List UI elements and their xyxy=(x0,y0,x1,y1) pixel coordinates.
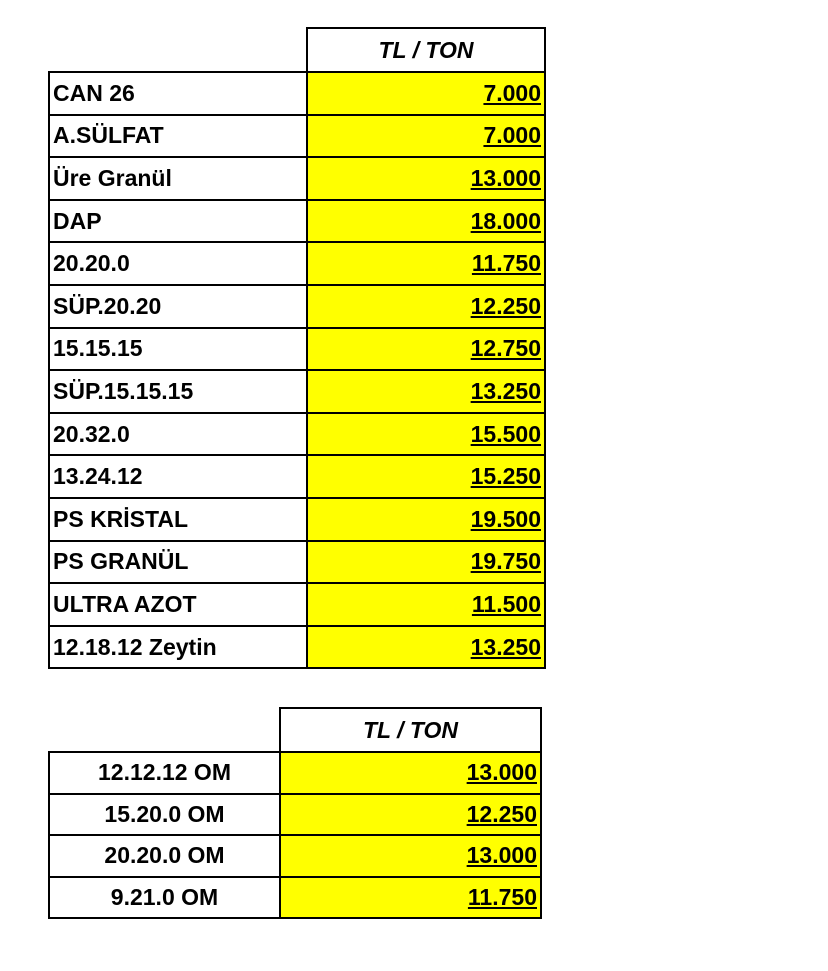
product-name: SÜP.20.20 xyxy=(49,285,307,328)
table-header-row xyxy=(49,28,545,72)
price-value: 19.500 xyxy=(470,505,541,532)
table-row xyxy=(49,413,545,456)
price-cell xyxy=(307,370,545,413)
product-name: 15.20.0 OM xyxy=(49,794,280,836)
price-value: 12.250 xyxy=(466,800,537,827)
price-value: 12.750 xyxy=(470,335,541,362)
table-row xyxy=(49,455,545,498)
table-row xyxy=(49,157,545,200)
fertilizer-price-table xyxy=(48,27,546,669)
product-name: PS GRANÜL xyxy=(49,541,307,584)
unit-header: TL / TON xyxy=(307,28,545,72)
table-row xyxy=(49,794,541,836)
product-name: A.SÜLFAT xyxy=(49,115,307,158)
product-name: CAN 26 xyxy=(49,72,307,115)
table-row xyxy=(49,285,545,328)
om-fertilizer-price-table xyxy=(48,707,542,919)
table-row xyxy=(49,877,541,919)
price-cell xyxy=(307,72,545,115)
table-row xyxy=(49,583,545,626)
product-name: SÜP.15.15.15 xyxy=(49,370,307,413)
price-value: 19.750 xyxy=(470,548,541,575)
price-cell xyxy=(307,541,545,584)
table-row xyxy=(49,498,545,541)
price-value: 18.000 xyxy=(470,207,541,234)
price-cell xyxy=(307,328,545,371)
price-cell xyxy=(307,413,545,456)
price-value: 13.250 xyxy=(470,377,541,404)
table-row xyxy=(49,752,541,794)
price-cell xyxy=(307,583,545,626)
product-name: Üre Granül xyxy=(49,157,307,200)
price-value: 15.250 xyxy=(470,463,541,490)
table-header-row xyxy=(49,708,541,752)
empty-header-cell xyxy=(49,708,280,752)
product-name: 20.32.0 xyxy=(49,413,307,456)
price-value: 11.500 xyxy=(471,590,541,617)
price-cell xyxy=(307,498,545,541)
price-value: 13.250 xyxy=(470,633,541,660)
price-cell xyxy=(307,285,545,328)
price-value: 12.250 xyxy=(470,292,541,319)
table-row xyxy=(49,626,545,669)
product-name: 20.20.0 OM xyxy=(49,835,280,877)
product-name: 13.24.12 xyxy=(49,455,307,498)
table-row xyxy=(49,835,541,877)
empty-header-cell xyxy=(49,28,307,72)
product-name: PS KRİSTAL xyxy=(49,498,307,541)
price-cell xyxy=(307,455,545,498)
price-value: 13.000 xyxy=(466,842,537,869)
price-value: 7.000 xyxy=(483,122,541,149)
price-cell xyxy=(280,835,541,877)
product-name: 12.18.12 Zeytin xyxy=(49,626,307,669)
price-value: 13.000 xyxy=(470,164,541,191)
price-value: 11.750 xyxy=(471,250,541,277)
table-row xyxy=(49,200,545,243)
product-name: 20.20.0 xyxy=(49,242,307,285)
price-value: 7.000 xyxy=(483,79,541,106)
price-value: 11.750 xyxy=(467,883,537,910)
price-cell xyxy=(307,157,545,200)
price-cell xyxy=(307,242,545,285)
price-value: 13.000 xyxy=(466,759,537,786)
product-name: 15.15.15 xyxy=(49,328,307,371)
table-row xyxy=(49,541,545,584)
table-row xyxy=(49,115,545,158)
price-cell xyxy=(280,752,541,794)
table-row xyxy=(49,242,545,285)
table-row xyxy=(49,72,545,115)
table-row xyxy=(49,370,545,413)
price-cell xyxy=(307,626,545,669)
product-name: ULTRA AZOT xyxy=(49,583,307,626)
price-value: 15.500 xyxy=(470,420,541,447)
product-name: DAP xyxy=(49,200,307,243)
price-cell xyxy=(307,115,545,158)
unit-header: TL / TON xyxy=(280,708,541,752)
product-name: 12.12.12 OM xyxy=(49,752,280,794)
price-cell xyxy=(280,877,541,919)
price-cell xyxy=(307,200,545,243)
product-name: 9.21.0 OM xyxy=(49,877,280,919)
price-cell xyxy=(280,794,541,836)
table-row xyxy=(49,328,545,371)
